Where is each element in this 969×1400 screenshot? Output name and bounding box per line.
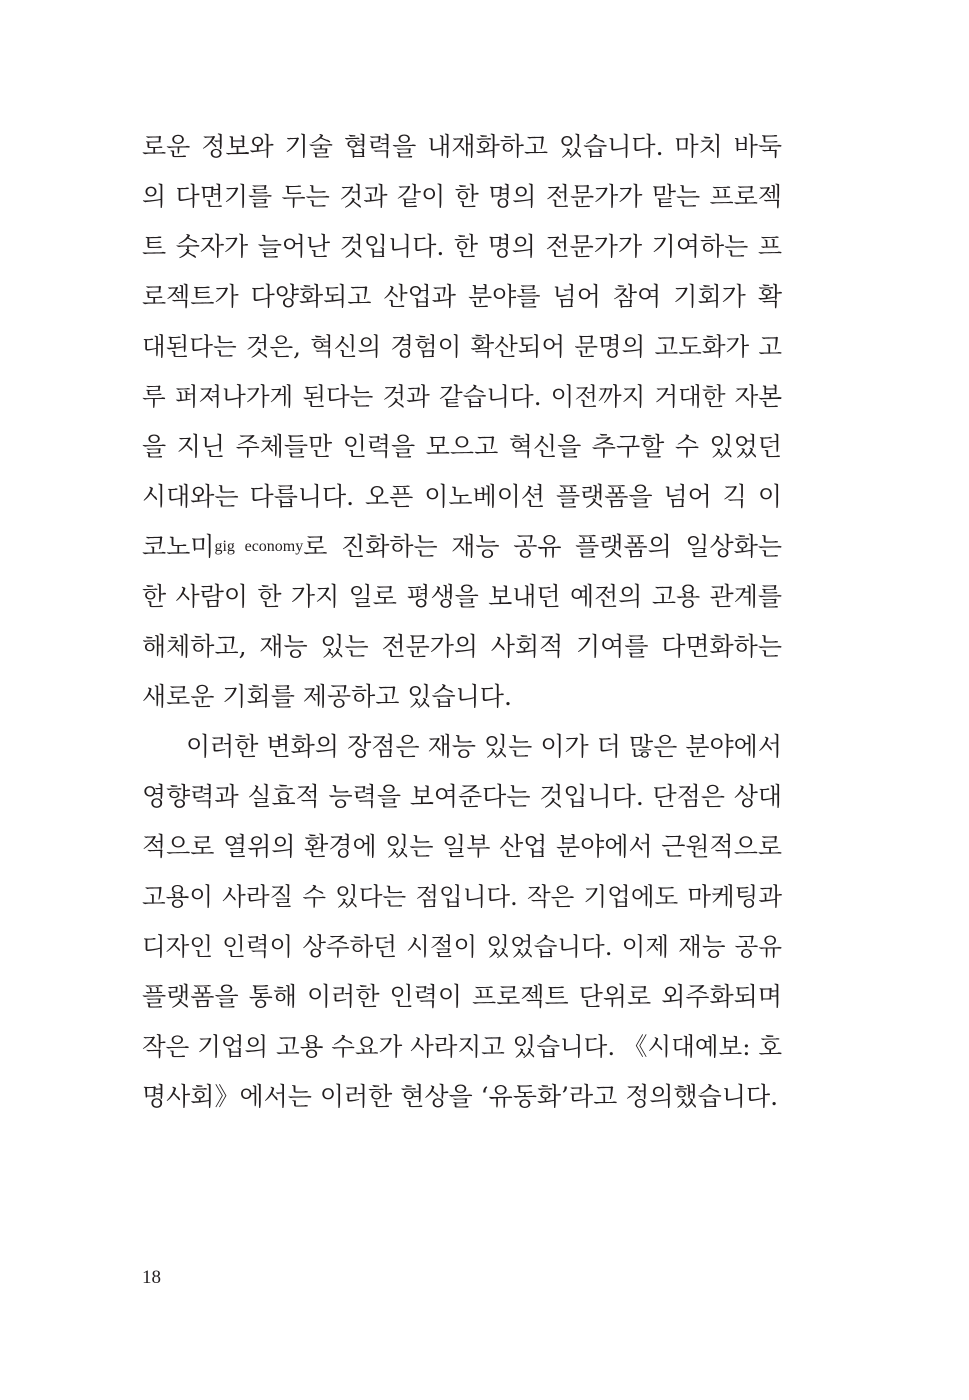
text-line: 플랫폼을 통해 이러한 인력이 프로젝트 단위로 외주화되며 <box>142 982 782 1011</box>
text-line: 한 사람이 한 가지 일로 평생을 보내던 예전의 고용 관계를 <box>142 582 782 611</box>
text-line: 해체하고, 재능 있는 전문가의 사회적 기여를 다면화하는 <box>142 632 782 661</box>
body-text <box>142 122 782 1122</box>
text-line: 적으로 열위의 환경에 있는 일부 산업 분야에서 근원적으로 <box>142 832 782 861</box>
text-line: 이러한 변화의 장점은 재능 있는 이가 더 많은 분야에서 <box>186 732 782 761</box>
text-line: 시대와는 다릅니다. 오픈 이노베이션 플랫폼을 넘어 긱 이 <box>142 482 782 511</box>
text-line: 명사회》에서는 이러한 현상을 ‘유동화’라고 정의했습니다. <box>142 1082 779 1111</box>
foreign-term: gig economy <box>214 538 304 555</box>
text-line: 디자인 인력이 상주하던 시절이 있었습니다. 이제 재능 공유 <box>142 932 782 961</box>
text-line: 로운 정보와 기술 협력을 내재화하고 있습니다. 마치 바둑 <box>142 132 782 161</box>
page-number: 18 <box>142 1267 161 1288</box>
text-line: 영향력과 실효적 능력을 보여준다는 것입니다. 단점은 상대 <box>142 782 782 811</box>
text-line: 작은 기업의 고용 수요가 사라지고 있습니다. 《시대예보: 호 <box>142 1032 782 1061</box>
text-line-gig-economy <box>142 522 782 572</box>
text-line: 루 퍼져나가게 된다는 것과 같습니다. 이전까지 거대한 자본 <box>142 382 782 411</box>
paragraph-1 <box>142 122 782 722</box>
text-line: 로젝트가 다양화되고 산업과 분야를 넘어 참여 기회가 확 <box>142 282 782 311</box>
text-line: 을 지닌 주체들만 인력을 모으고 혁신을 추구할 수 있었던 <box>142 432 782 461</box>
text-line: 트 숫자가 늘어난 것입니다. 한 명의 전문가가 기여하는 프 <box>142 232 782 261</box>
text-line: 의 다면기를 두는 것과 같이 한 명의 전문가가 맡는 프로젝 <box>142 182 782 211</box>
text-line: 대된다는 것은, 혁신의 경험이 확산되어 문명의 고도화가 고 <box>142 332 782 361</box>
text-line: 새로운 기회를 제공하고 있습니다. <box>142 682 512 711</box>
gig-line-before: 코노미 <box>142 532 215 561</box>
paragraph-2 <box>142 722 782 1122</box>
gig-line-after: 로 진화하는 재능 공유 플랫폼의 일상화는 <box>303 532 782 561</box>
text-line: 고용이 사라질 수 있다는 점입니다. 작은 기업에도 마케팅과 <box>142 882 782 911</box>
